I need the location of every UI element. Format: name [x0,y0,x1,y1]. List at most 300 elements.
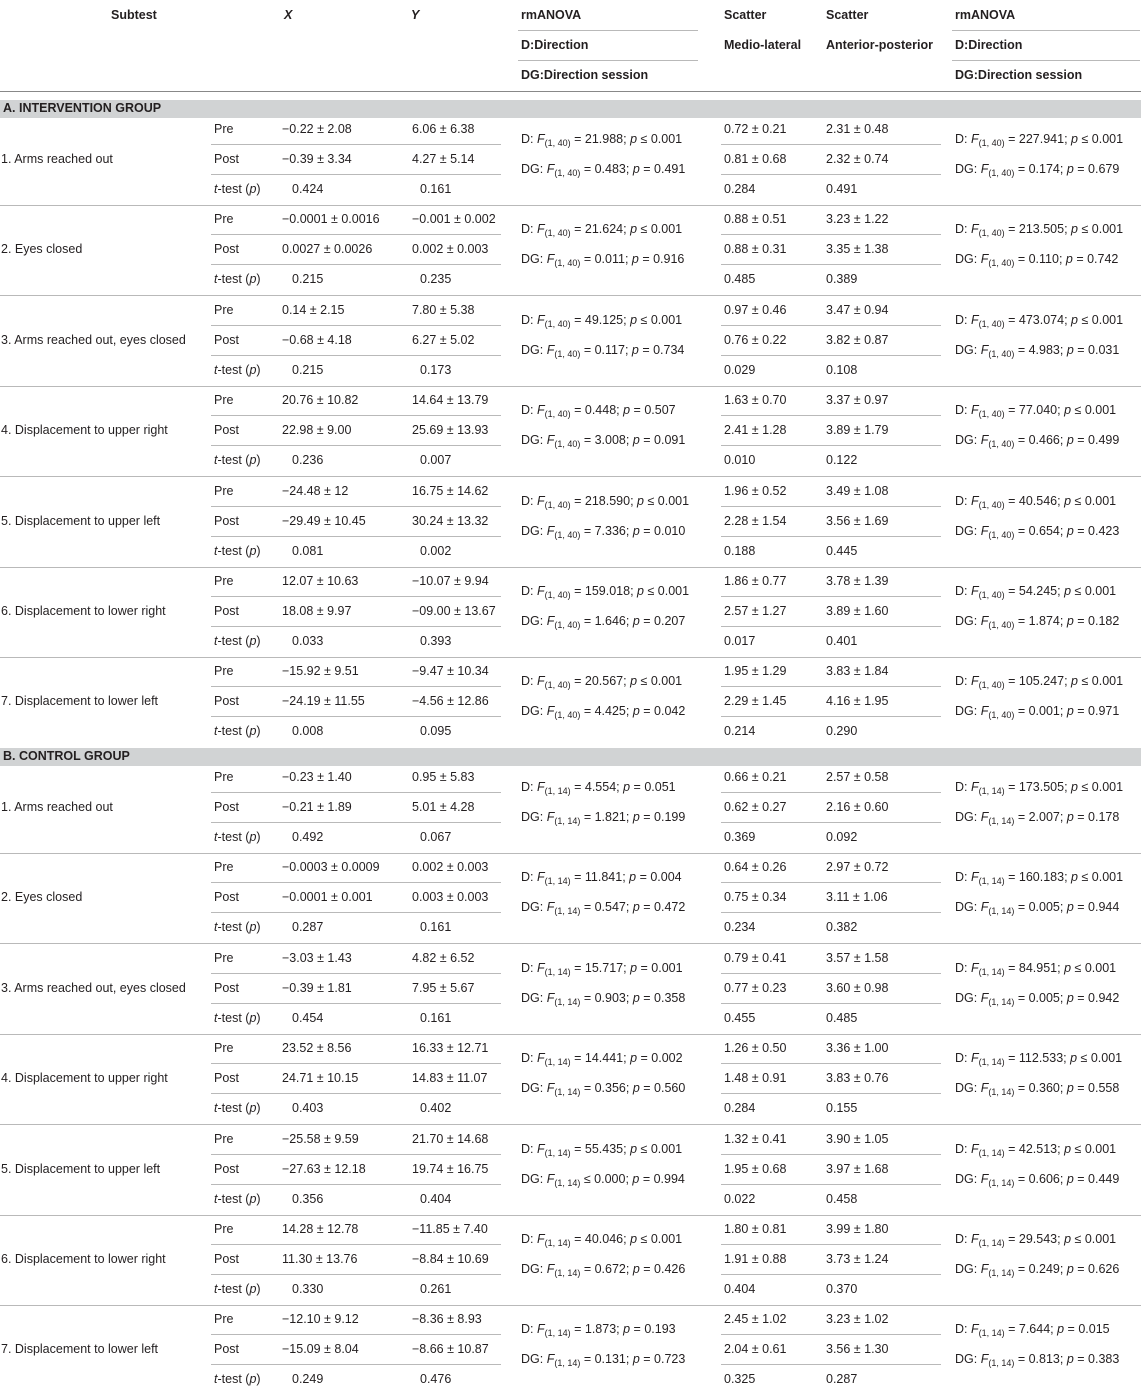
stat-value: = 112.533; [1004,1051,1071,1066]
stat-p-letter: p [1071,312,1078,327]
ap-pre: 3.49 ± 1.08 [826,483,889,498]
subtest-rule [0,1215,1141,1216]
ttest-close: ) [256,1191,261,1206]
stat-value: = 84.951; [1004,960,1065,975]
stat-letter: F [546,1262,555,1276]
ml-post: 2.04 ± 0.61 [724,1342,787,1357]
ap-post: 4.16 ± 1.95 [826,694,889,709]
stat-effect: D: [955,1322,971,1337]
header-rule [518,30,698,31]
stat-value: = 473.074; [1004,312,1072,327]
stat-value: = 40.546; [1004,493,1065,508]
y-pre: 6.06 ± 6.38 [412,122,475,136]
ml-ttest: 0.455 [724,1010,756,1025]
stat-p-value: = 0.358 [639,990,686,1005]
stat-p-letter: p [629,870,637,885]
ml-pre: 1.80 ± 0.81 [724,1222,787,1236]
stat-p-letter: p [630,1232,638,1246]
pre-label: Pre [214,860,234,875]
stat-df: (1, 14) [544,966,571,977]
stat-letter: F [980,252,989,267]
stat-df: (1, 14) [988,1268,1015,1278]
ttest-label [214,830,261,844]
header-rmanova-1: rmANOVA [521,8,582,22]
stat-p-letter: p [630,222,638,237]
x-post: 24.71 ± 10.15 [282,1071,359,1086]
pre-label: Pre [214,664,234,679]
stat-p-value: = 0.491 [639,162,686,176]
rmanova-2-direction-session [955,991,1119,1005]
stat-value: = 7.336; [580,523,633,538]
x-ttest: 0.008 [292,724,324,739]
ap-post: 3.82 ± 0.87 [826,332,889,347]
x-pre: 20.76 ± 10.82 [282,393,359,408]
row-rule [721,1334,941,1335]
stat-value: = 0.672; [580,1262,633,1276]
row-rule [211,506,501,507]
stat-effect: D: [955,1141,971,1156]
ap-ttest: 0.485 [826,1010,858,1025]
stat-df: (1, 14) [544,1328,571,1339]
rmanova-1-direction [521,132,682,146]
row-rule [211,536,501,537]
stat-letter: F [536,493,545,508]
stat-letter: F [970,584,979,598]
subtest-rule [0,295,1141,296]
stat-df: (1, 14) [544,786,571,796]
header-scatter-ml-sub: Medio-lateral [724,38,802,52]
post-label: Post [214,332,240,347]
stat-effect: DG: [521,900,547,915]
rmanova-2-direction [955,313,1123,327]
ap-ttest: 0.458 [826,1191,858,1206]
ap-pre: 3.83 ± 1.84 [826,664,889,679]
stat-effect: DG: [521,252,547,267]
ml-pre: 1.63 ± 0.70 [724,393,787,408]
ap-ttest: 0.445 [826,543,858,558]
ttest-close: ) [256,453,261,468]
rmanova-1-direction-session [521,1262,685,1276]
stat-p-letter: p [630,674,638,689]
subtest-rule [0,567,1141,568]
row-rule [721,144,941,145]
stat-p-letter: p [630,1051,638,1066]
stat-value: = 0.483; [580,162,633,176]
stat-letter: F [970,312,979,327]
stat-df: (1, 14) [544,1238,571,1248]
rmanova-2-direction [955,674,1124,691]
ap-post: 3.56 ± 1.30 [826,1342,889,1357]
stat-p-value: = 0.010 [639,523,686,538]
ml-post: 2.57 ± 1.27 [724,604,787,618]
ttest-close: ) [256,634,261,648]
rmanova-2-direction [955,494,1116,508]
y-pre: 0.002 ± 0.003 [412,860,489,875]
ml-post: 2.28 ± 1.54 [724,513,787,528]
row-rule [211,144,501,145]
ml-ttest: 0.404 [724,1282,756,1296]
ml-ttest: 0.284 [724,1101,756,1116]
rmanova-1-direction-session [521,343,684,357]
stat-effect: DG: [955,523,981,538]
stat-letter: F [980,433,989,448]
stat-p-value: ≤ 0.001 [1071,403,1117,418]
stat-p-value: ≤ 0.001 [637,312,683,327]
stat-p-value: ≤ 0.001 [1077,312,1124,327]
x-ttest: 0.330 [292,1282,324,1296]
stat-letter: F [970,1141,979,1156]
y-pre: −8.36 ± 8.93 [412,1312,482,1327]
ap-ttest: 0.382 [826,920,858,935]
rmanova-1-direction [521,870,682,887]
stat-p-value: = 0.383 [1073,1352,1120,1367]
ap-ttest: 0.108 [826,362,858,377]
stat-p-value: ≤ 0.001 [1071,493,1117,508]
stat-df: (1, 14) [988,906,1015,917]
row-rule [211,445,501,446]
stat-effect: D: [521,403,537,418]
stat-df: (1, 14) [978,1147,1005,1158]
y-post: 25.69 ± 13.93 [412,423,489,438]
stat-p-letter: p [1066,900,1074,915]
ml-post: 0.76 ± 0.22 [724,332,787,347]
stat-p-value: ≤ 0.001 [1077,780,1124,794]
stat-value: = 0.654; [1014,523,1067,538]
stat-value: = 14.441; [570,1051,631,1066]
ttest-t: t [214,272,218,287]
stat-value: = 20.567; [570,674,631,689]
ttest-label [214,920,261,934]
stat-value: = 105.247; [1004,674,1072,689]
post-label: Post [214,1161,240,1176]
post-label: Post [214,694,240,709]
y-ttest: 0.476 [420,1372,452,1387]
stat-value: = 0.131; [580,1352,633,1367]
subtest-label: 6. Displacement to lower right [1,604,166,618]
ttest-label [214,724,261,738]
stat-effect: DG: [955,433,981,448]
stat-df: (1, 40) [978,228,1005,239]
ttest-label [214,453,261,467]
y-ttest: 0.235 [420,272,452,287]
rmanova-1-direction [521,494,689,508]
rmanova-1-direction [521,1051,683,1068]
stat-effect: D: [521,1322,537,1337]
stat-p-letter: p [1071,870,1078,885]
stat-p-value: = 0.971 [1073,704,1120,719]
ttest-label [214,544,261,558]
stat-p-letter: p [632,704,640,719]
x-pre: −0.0003 ± 0.0009 [282,860,380,875]
x-pre: −12.10 ± 9.12 [282,1312,359,1327]
stat-p-value: = 0.051 [630,780,676,794]
ap-ttest: 0.370 [826,1282,858,1296]
stat-df: (1, 40) [978,680,1005,691]
subtest-rule [0,943,1141,944]
group-title: B. CONTROL GROUP [3,749,130,763]
row-rule [211,596,501,597]
stat-df: (1, 14) [978,966,1005,977]
ttest-label [214,1011,261,1025]
x-post: −0.21 ± 1.89 [282,800,352,814]
rmanova-2-direction-session [955,433,1120,450]
stat-letter: F [546,900,555,915]
row-rule [211,355,501,356]
y-post: 0.003 ± 0.003 [412,890,489,905]
stat-p-letter: p [623,403,631,418]
stat-letter: F [546,990,555,1005]
y-pre: 0.95 ± 5.83 [412,770,475,784]
stat-letter: F [980,1081,989,1096]
stat-value: = 11.841; [570,870,630,885]
row-rule [721,264,941,265]
header-scatter-ap: Scatter [826,8,869,22]
subtest-label: 2. Eyes closed [1,890,83,905]
stat-df: (1, 40) [544,138,571,148]
row-rule [721,596,941,597]
stat-value: = 1.874; [1014,614,1067,628]
post-label: Post [214,513,240,528]
stat-effect: D: [955,960,971,975]
stat-p-value: ≤ 0.001 [1077,1051,1123,1066]
x-pre: −25.58 ± 9.59 [282,1131,359,1146]
ttest-close: ) [256,362,261,377]
y-post: 7.95 ± 5.67 [412,980,475,995]
ml-pre: 0.97 ± 0.46 [724,302,787,317]
stat-p-value: = 0.944 [1073,900,1120,915]
row-rule [211,1364,501,1365]
stat-value: = 2.007; [1014,810,1067,824]
stat-effect: DG: [955,900,981,915]
stat-p-value: ≤ 0.001 [1071,960,1117,975]
stat-value: = 0.005; [1014,900,1067,915]
y-post: 4.27 ± 5.14 [412,152,475,166]
row-rule [721,973,941,974]
stat-p-letter: p [632,990,640,1005]
stat-p-letter: p [1064,1141,1072,1156]
y-post: −09.00 ± 13.67 [412,604,496,618]
x-pre: 0.14 ± 2.15 [282,302,345,317]
ttest-mid: -test ( [217,1372,250,1387]
ttest-p: p [249,1101,257,1116]
pre-label: Pre [214,1222,234,1236]
stat-p-letter: p [1066,1352,1074,1367]
stat-p-value: ≤ 0.001 [1077,870,1124,885]
stat-p-value: = 0.193 [630,1322,676,1337]
ap-pre: 3.36 ± 1.00 [826,1041,889,1056]
x-pre: −0.22 ± 2.08 [282,122,352,136]
stat-effect: D: [521,1141,537,1156]
y-pre: 7.80 ± 5.38 [412,302,475,317]
stat-effect: DG: [521,433,547,448]
y-pre: 16.75 ± 14.62 [412,483,489,498]
stat-value: = 40.046; [570,1232,631,1246]
row-rule [211,1244,501,1245]
row-rule [721,626,941,627]
ttest-mid: -test ( [217,362,250,377]
stat-value: = 0.249; [1014,1262,1067,1276]
x-pre: 14.28 ± 12.78 [282,1222,359,1236]
stat-effect: DG: [955,252,981,267]
post-label: Post [214,800,240,814]
row-rule [211,325,501,326]
stat-letter: F [536,312,545,327]
stat-letter: F [546,810,555,824]
ml-post: 0.81 ± 0.68 [724,152,787,166]
stat-value: = 0.606; [1014,1171,1067,1186]
row-rule [211,1334,501,1335]
ap-ttest: 0.155 [826,1101,858,1116]
stat-p-letter: p [1066,433,1074,448]
stat-letter: F [536,1232,545,1246]
stat-p-value: = 0.916 [638,252,685,267]
rmanova-2-direction-session [955,900,1120,917]
stat-letter: F [970,674,979,689]
group-header [0,748,1141,766]
subtest-rule [0,205,1141,206]
x-ttest: 0.249 [292,1372,324,1387]
post-label: Post [214,1252,240,1266]
y-post: −4.56 ± 12.86 [412,694,489,709]
stat-letter: F [980,704,989,719]
stat-effect: D: [521,132,537,146]
stat-value: = 0.174; [1014,162,1067,176]
row-rule [721,882,941,883]
rmanova-2-direction-session [955,1262,1119,1276]
stat-effect: D: [955,870,971,885]
rmanova-1-direction [521,1232,682,1246]
subtest-label: 5. Displacement to upper left [1,513,161,528]
stat-effect: D: [521,222,537,237]
x-post: −0.39 ± 3.34 [282,152,352,166]
stat-p-letter: p [1066,704,1074,719]
ttest-mid: -test ( [217,182,250,196]
stat-value: = 0.448; [570,403,624,418]
stat-letter: F [546,162,555,176]
stat-effect: DG: [521,1352,547,1367]
rmanova-2-direction-session [955,1081,1120,1098]
ap-post: 3.89 ± 1.60 [826,604,889,618]
rmanova-1-direction-session [521,252,685,269]
row-rule [211,1184,501,1185]
stat-effect: DG: [521,1081,547,1096]
rmanova-2-direction [955,961,1116,975]
ttest-t: t [214,182,218,196]
stat-effect: DG: [955,1171,981,1186]
stat-p-letter: p [631,252,639,267]
row-rule [721,1274,941,1275]
ap-post: 3.89 ± 1.79 [826,423,889,438]
group-header [0,100,1141,118]
ttest-p: p [249,1191,257,1206]
ap-ttest: 0.401 [826,634,858,648]
stat-p-value: = 0.015 [1064,1322,1110,1337]
rmanova-1-direction [521,1142,682,1156]
stat-p-value: = 0.507 [630,403,676,418]
stat-p-letter: p [1064,1232,1072,1246]
ttest-p: p [249,1372,257,1387]
rmanova-1-direction [521,1322,676,1339]
post-label: Post [214,242,240,257]
ap-post: 2.16 ± 0.60 [826,800,889,814]
y-pre: −10.07 ± 9.94 [412,574,489,588]
stat-p-value: ≤ 0.001 [1071,1141,1117,1156]
y-post: −8.66 ± 10.87 [412,1342,489,1357]
stat-p-value: = 0.031 [1073,342,1120,357]
x-pre: −15.92 ± 9.51 [282,664,359,679]
stat-df: (1, 14) [554,996,581,1007]
ttest-label [214,272,261,286]
row-rule [721,1184,941,1185]
header-scatter-ml: Scatter [724,8,767,22]
ttest-t: t [214,362,218,377]
ttest-p: p [249,1010,257,1025]
x-ttest: 0.424 [292,182,324,196]
subtest-label: 2. Eyes closed [1,242,83,257]
rmanova-1-direction [521,780,676,794]
ttest-p: p [249,543,257,558]
stat-effect: D: [521,1232,537,1246]
x-pre: 12.07 ± 10.63 [282,574,359,588]
rmanova-1-direction [521,584,689,598]
stat-letter: F [980,900,989,915]
stat-value: = 0.360; [1014,1081,1067,1096]
stat-p-letter: p [632,523,640,538]
rmanova-2-direction [955,132,1123,146]
stat-p-value: = 0.426 [639,1262,686,1276]
stat-effect: D: [521,312,537,327]
stat-letter: F [546,704,555,719]
stat-df: (1, 14) [554,906,581,917]
ap-pre: 2.31 ± 0.48 [826,122,889,136]
row-rule [211,174,501,175]
ttest-t: t [214,1101,218,1116]
rmanova-1-direction-session [521,900,686,917]
header-rmanova-1-direction: D:Direction [521,38,589,52]
ttest-p: p [249,362,257,377]
stat-value: ≤ 0.000; [580,1171,633,1186]
header-y: Y [411,8,420,22]
stat-p-letter: p [632,1171,640,1186]
y-post: 14.83 ± 11.07 [412,1071,488,1086]
post-label: Post [214,152,240,166]
ml-ttest: 0.029 [724,362,756,377]
stat-df: (1, 14) [554,816,581,826]
ml-ttest: 0.010 [724,453,756,468]
stat-p-letter: p [632,433,640,448]
ml-pre: 1.86 ± 0.77 [724,574,787,588]
pre-label: Pre [214,770,234,784]
stat-p-letter: p [1066,810,1074,824]
stat-effect: DG: [521,810,547,824]
ttest-t: t [214,1010,218,1025]
stat-value: = 4.425; [580,704,633,719]
stat-p-letter: p [623,1322,631,1337]
row-rule [721,792,941,793]
stat-df: (1, 40) [978,590,1005,600]
stat-p-letter: p [1064,584,1072,598]
stat-p-value: ≤ 0.001 [637,1232,683,1246]
post-label: Post [214,890,240,905]
rmanova-1-direction [521,674,683,691]
stat-df: (1, 40) [988,710,1015,721]
ml-ttest: 0.325 [724,1372,756,1387]
stat-df: (1, 40) [554,348,581,359]
row-rule [211,234,501,235]
stat-p-letter: p [1071,780,1078,794]
row-rule [721,415,941,416]
stat-letter: F [546,252,555,267]
